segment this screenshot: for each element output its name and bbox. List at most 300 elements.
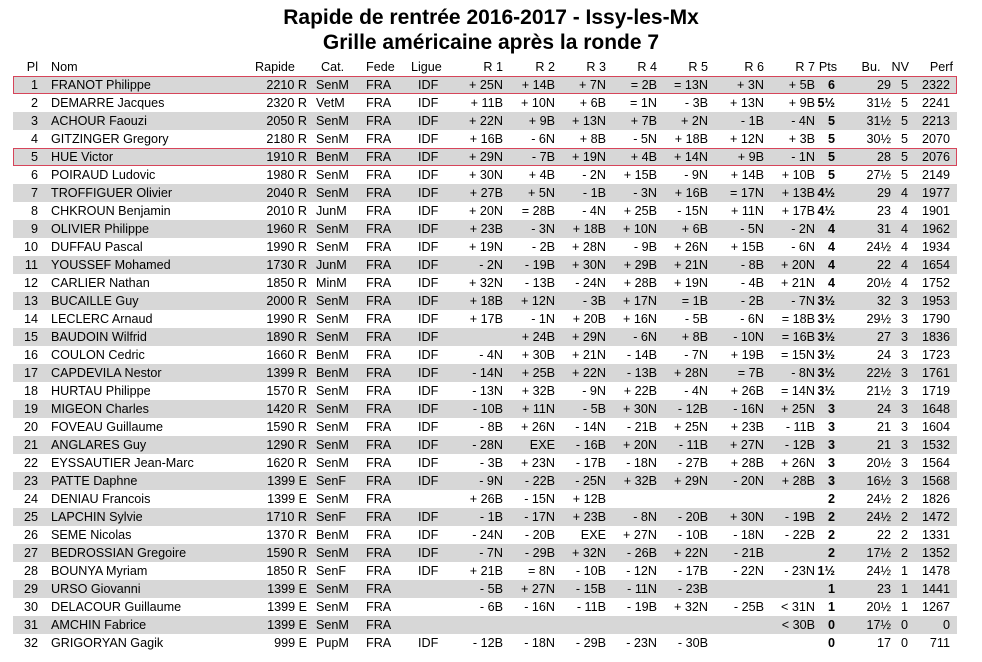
cell-r1: - 1B [479,510,503,524]
cell-nom: DENIAU Francois [51,492,151,506]
cell-r5: - 30B [677,636,708,650]
cell-r1: - 28N [472,438,503,452]
cell-rapide: 1399 E [267,582,307,596]
cell-nom: ACHOUR Faouzi [51,114,147,128]
cell-nom: HURTAU Philippe [51,384,151,398]
cell-r7: < 31N [781,600,815,614]
cell-r5: - 17B [677,564,708,578]
cell-bu: 29 [876,78,891,92]
cell-ligue: IDF [418,222,439,236]
cell-rapide: 1730 R [266,258,307,272]
cell-r5: - 9N [684,168,708,182]
cell-r1: - 7N [479,546,503,560]
cell-rapide: 1990 R [266,312,307,326]
cell-r1: - 2N [479,258,503,272]
cell-r4: + 25B [623,204,657,218]
cell-cat: SenM [316,618,349,632]
cell-bu: 24½ [866,240,891,254]
cell-cat: SenM [316,294,349,308]
cell-ligue: IDF [418,510,439,524]
cell-rapide: 1850 R [266,276,307,290]
cell-nv: 5 [900,96,908,110]
cell-rapide: 2000 R [266,294,307,308]
cell-rapide: 1890 R [266,330,307,344]
cell-r1: - 4N [479,348,503,362]
cell-r4: + 16N [623,312,657,326]
cell-r2: = 28B [521,204,555,218]
cell-ligue: IDF [418,312,439,326]
cell-ligue: IDF [418,456,439,470]
cell-r1: + 32N [469,276,503,290]
cell-r6: = 17N [730,186,764,200]
cell-nom: DUFFAU Pascal [51,240,143,254]
table-row [13,202,957,220]
cell-r6: + 19B [730,348,764,362]
cell-rapide: 1399 E [267,618,307,632]
cell-bu: 24½ [866,564,891,578]
cell-r5: + 19N [674,276,708,290]
cell-r4: + 28B [623,276,657,290]
cell-nv: 4 [900,204,908,218]
cell-fede: FRA [366,294,392,308]
cell-r7: - 4N [791,114,815,128]
cell-pl: 16 [23,348,38,362]
cell-r7: + 21N [781,276,815,290]
cell-r5: = 1B [681,294,708,308]
cell-r2: + 26N [521,420,555,434]
cell-r3: EXE [580,528,606,542]
cell-r1: - 8B [479,420,503,434]
cell-cat: JunM [316,258,347,272]
cell-r2: + 25B [521,366,555,380]
cell-rapide: 2320 R [266,96,307,110]
col-header-r4: R 4 [637,60,657,74]
cell-fede: FRA [366,636,392,650]
cell-r1: - 14N [472,366,503,380]
cell-bu: 24½ [866,510,891,524]
cell-pl: 6 [30,168,38,182]
cell-perf: 1441 [921,582,950,596]
cell-r3: + 18B [572,222,606,236]
table-row [13,508,957,526]
cell-cat: SenM [316,222,349,236]
cell-r1: - 24N [472,528,503,542]
cell-nom: GITZINGER Gregory [51,132,169,146]
cell-r1: - 9N [479,474,503,488]
cell-r2: - 7B [531,150,555,164]
cell-r4: + 10N [623,222,657,236]
cell-pts: 1½ [817,564,835,578]
cell-cat: MinM [316,276,347,290]
cell-pts: 6 [827,78,835,92]
cell-pts: 5 [827,132,835,146]
cell-fede: FRA [366,240,392,254]
cell-pl: 19 [23,402,38,416]
cell-pl: 10 [23,240,38,254]
col-header-nom: Nom [51,60,78,74]
table-row [13,346,957,364]
cell-r2: + 23N [521,456,555,470]
cell-r3: - 25N [575,474,606,488]
cell-pts: 4 [827,258,835,272]
cell-nv: 3 [900,474,908,488]
cell-r5: + 29N [674,474,708,488]
cell-pts: 5 [827,150,835,164]
cell-pts: 5½ [817,96,835,110]
cell-pl: 21 [23,438,38,452]
cell-nv: 5 [900,132,908,146]
cell-r3: + 13N [572,114,606,128]
cell-bu: 31½ [866,96,891,110]
cell-pts: 4½ [817,186,835,200]
cell-cat: SenM [316,384,349,398]
cell-perf: 1836 [921,330,950,344]
cell-rapide: 1960 R [266,222,307,236]
table-row [13,436,957,454]
col-header-pts: Pts [818,60,838,74]
cell-r1: - 10B [472,402,503,416]
cell-pl: 22 [23,456,38,470]
cell-r4: = 2B [630,78,657,92]
cell-r6: - 1B [740,114,764,128]
cell-rapide: 1420 R [266,402,307,416]
table-row [13,580,957,598]
cell-r2: - 1N [531,312,555,326]
cell-r4: + 4B [630,150,657,164]
cell-pts: 1 [827,582,835,596]
cell-pl: 15 [23,330,38,344]
cell-r1: - 12B [472,636,503,650]
cell-pts: 4 [827,240,835,254]
cell-r6: - 5N [740,222,764,236]
cell-pts: 3½ [817,384,835,398]
cell-r5: - 11B [678,438,708,452]
cell-r1: + 21B [469,564,503,578]
cell-r6: - 2B [740,294,764,308]
cell-r2: - 20B [524,528,555,542]
cell-cat: SenF [316,564,347,578]
cell-r4: - 26B [626,546,657,560]
cell-pl: 17 [23,366,38,380]
cell-nom: BEDROSSIAN Gregoire [51,546,187,560]
cell-r7: < 30B [781,618,815,632]
cell-r5: + 25N [674,420,708,434]
cell-bu: 24½ [866,492,891,506]
cell-r5: + 21N [674,258,708,272]
cell-nom: FOVEAU Guillaume [51,420,163,434]
cell-r7: + 9B [788,96,815,110]
cell-pl: 2 [30,96,38,110]
cell-rapide: 2040 R [266,186,307,200]
cell-pts: 1 [827,600,835,614]
cell-bu: 27½ [866,168,891,182]
cell-bu: 29 [876,186,891,200]
cell-ligue: IDF [418,240,439,254]
cell-pl: 23 [23,474,38,488]
cell-r7: + 26N [781,456,815,470]
cell-r1: + 26B [469,492,503,506]
cell-fede: FRA [366,222,392,236]
cell-r6: - 18N [733,528,764,542]
cell-nv: 2 [900,492,908,506]
cell-r7: - 11B [785,420,815,434]
cell-bu: 28 [876,150,891,164]
cell-nv: 5 [900,78,908,92]
cell-fede: FRA [366,456,392,470]
cell-perf: 1826 [921,492,950,506]
cell-nv: 3 [900,312,908,326]
cell-rapide: 1590 R [266,546,307,560]
table-row [13,598,957,616]
cell-fede: FRA [366,78,392,92]
cell-fede: FRA [366,258,392,272]
col-header-r2: R 2 [535,60,555,74]
cell-r4: + 32B [623,474,657,488]
table-row [13,274,957,292]
cell-r3: + 21N [572,348,606,362]
cell-pl: 13 [23,294,38,308]
cell-r6: + 26B [730,384,764,398]
cell-r5: + 8B [681,330,708,344]
cell-r4: + 30N [623,402,657,416]
col-header-nv: NV [891,60,909,74]
cell-rapide: 2050 R [266,114,307,128]
cell-cat: SenM [316,438,349,452]
cell-pl: 24 [23,492,38,506]
cell-r3: - 10B [575,564,606,578]
cell-bu: 24 [876,402,891,416]
cell-r4: - 3N [633,186,657,200]
cell-r1: + 23B [469,222,503,236]
cell-r3: - 5B [582,402,606,416]
cell-r7: + 3B [788,132,815,146]
cell-cat: SenM [316,114,349,128]
table-row [13,562,957,580]
cell-pts: 0 [827,618,835,632]
cell-cat: BenM [316,528,349,542]
cell-nom: CAPDEVILA Nestor [51,366,162,380]
cell-r5: - 20B [677,510,708,524]
cell-fede: FRA [366,312,392,326]
cell-nv: 2 [900,510,908,524]
cell-fede: FRA [366,546,392,560]
cell-perf: 1267 [921,600,950,614]
cell-pl: 1 [30,78,38,92]
cell-bu: 22 [876,258,891,272]
col-header-ligue: Ligue [411,60,442,74]
cell-r2: - 17N [524,510,555,524]
cell-r4: - 23N [626,636,657,650]
cell-r3: - 16B [575,438,606,452]
cell-nv: 3 [900,348,908,362]
cell-ligue: IDF [418,294,439,308]
cell-ligue: IDF [418,258,439,272]
cell-r7: = 16B [781,330,815,344]
cell-r1: - 6B [479,600,503,614]
cell-ligue: IDF [418,348,439,362]
cell-r2: + 14B [521,78,555,92]
cell-r4: + 20N [623,438,657,452]
cell-r5: + 6B [681,222,708,236]
cell-fede: FRA [366,384,392,398]
cell-nom: MIGEON Charles [51,402,149,416]
cell-r7: - 19B [784,510,815,524]
cell-r6: + 13N [730,96,764,110]
cell-r7: = 18B [781,312,815,326]
cell-fede: FRA [366,366,392,380]
cell-nom: POIRAUD Ludovic [51,168,156,182]
cell-fede: FRA [366,276,392,290]
cell-ligue: IDF [418,150,439,164]
cell-cat: SenM [316,492,349,506]
cell-r1: - 3B [479,456,503,470]
cell-ligue: IDF [418,186,439,200]
table-row [13,94,957,112]
cell-r6: - 25B [733,600,764,614]
cell-r4: - 8N [633,510,657,524]
cell-r7: + 25N [781,402,815,416]
page-title: Rapide de rentrée 2016-2017 - Issy-les-Mx [283,6,699,29]
cell-r3: + 20B [572,312,606,326]
cell-nom: LAPCHIN Sylvie [51,510,143,524]
cell-perf: 711 [929,636,950,650]
cell-pl: 26 [23,528,38,542]
cell-r5: - 5B [684,312,708,326]
cell-pts: 4 [827,222,835,236]
table-row [13,184,957,202]
cell-rapide: 1710 R [266,510,307,524]
cell-cat: SenF [316,474,347,488]
cell-nv: 3 [900,330,908,344]
cell-perf: 1901 [921,204,950,218]
cell-pts: 3 [827,474,835,488]
cell-rapide: 1620 R [266,456,307,470]
cell-pts: 3½ [817,348,835,362]
cell-r6: + 9B [737,150,764,164]
cell-rapide: 1990 R [266,240,307,254]
table-row [13,364,957,382]
cell-r4: - 18N [626,456,657,470]
cell-nom: CARLIER Nathan [51,276,150,290]
table-row [13,166,957,184]
cell-pts: 4 [827,276,835,290]
cell-rapide: 1570 R [266,384,307,398]
cell-nv: 4 [900,276,908,290]
cell-cat: SenM [316,600,349,614]
cell-r2: - 3N [531,222,555,236]
cell-r4: - 6N [633,330,657,344]
table-row [13,238,957,256]
cell-r4: - 21B [626,420,657,434]
cell-ligue: IDF [418,402,439,416]
cell-r5: = 13N [674,78,708,92]
cell-r2: + 27N [521,582,555,596]
cell-r5: + 14N [674,150,708,164]
cell-bu: 20½ [866,276,891,290]
cell-r5: + 32N [674,600,708,614]
cell-pl: 30 [23,600,38,614]
cell-nom: EYSSAUTIER Jean-Marc [51,456,194,470]
cell-r3: - 24N [575,276,606,290]
cell-r2: - 19B [524,258,555,272]
cell-fede: FRA [366,96,392,110]
cell-r2: + 10N [521,96,555,110]
cell-r1: + 25N [469,78,503,92]
cell-r1: + 18B [469,294,503,308]
cell-r3: + 8B [579,132,606,146]
cell-ligue: IDF [418,330,439,344]
cell-r3: - 29B [575,636,606,650]
cell-r7: + 20N [781,258,815,272]
cell-r5: - 3B [684,96,708,110]
cell-ligue: IDF [418,546,439,560]
cell-bu: 23 [876,582,891,596]
cell-r4: + 15B [623,168,657,182]
cell-cat: SenM [316,402,349,416]
cell-ligue: IDF [418,420,439,434]
cell-r2: - 2B [531,240,555,254]
cell-r2: - 16N [524,600,555,614]
cell-r2: - 29B [524,546,555,560]
cell-rapide: 2010 R [266,204,307,218]
cell-perf: 1564 [921,456,950,470]
cell-r3: - 14N [575,420,606,434]
cell-pl: 27 [23,546,38,560]
cell-bu: 21 [876,438,891,452]
cell-r6: + 11N [730,204,764,218]
cell-bu: 24 [876,348,891,362]
cell-pts: 3½ [817,366,835,380]
cell-nv: 3 [900,402,908,416]
cell-bu: 32 [876,294,891,308]
cell-r4: - 11N [627,582,657,596]
cell-r7: + 13B [781,186,815,200]
cell-bu: 22 [876,528,891,542]
cell-ligue: IDF [418,168,439,182]
cell-r4: - 9B [633,240,657,254]
table-row [13,400,957,418]
cell-r2: + 5N [528,186,555,200]
cell-nv: 1 [900,564,908,578]
cell-nom: OLIVIER Philippe [51,222,150,236]
cell-r3: - 3B [582,294,606,308]
cell-r6: - 20N [733,474,764,488]
cell-bu: 20½ [866,456,891,470]
cell-cat: PupM [316,636,349,650]
col-header-fede: Fede [366,60,395,74]
cell-r5: + 28N [674,366,708,380]
cell-r4: = 1N [630,96,657,110]
cell-fede: FRA [366,204,392,218]
cell-cat: SenM [316,132,349,146]
cell-nv: 0 [900,636,908,650]
cell-r5: + 16B [674,186,708,200]
cell-ligue: IDF [418,96,439,110]
page-subtitle: Grille américaine après la ronde 7 [322,31,660,54]
cell-r5: + 18B [674,132,708,146]
cell-bu: 23 [876,204,891,218]
cell-pl: 3 [30,114,38,128]
cell-nv: 2 [900,528,908,542]
cell-ligue: IDF [418,276,439,290]
cell-perf: 1472 [921,510,950,524]
cell-r1: + 19N [469,240,503,254]
cell-r5: - 7N [684,348,708,362]
table-row [13,292,957,310]
cell-pl: 25 [23,510,38,524]
cell-pts: 5 [827,114,835,128]
cell-perf: 1723 [921,348,950,362]
